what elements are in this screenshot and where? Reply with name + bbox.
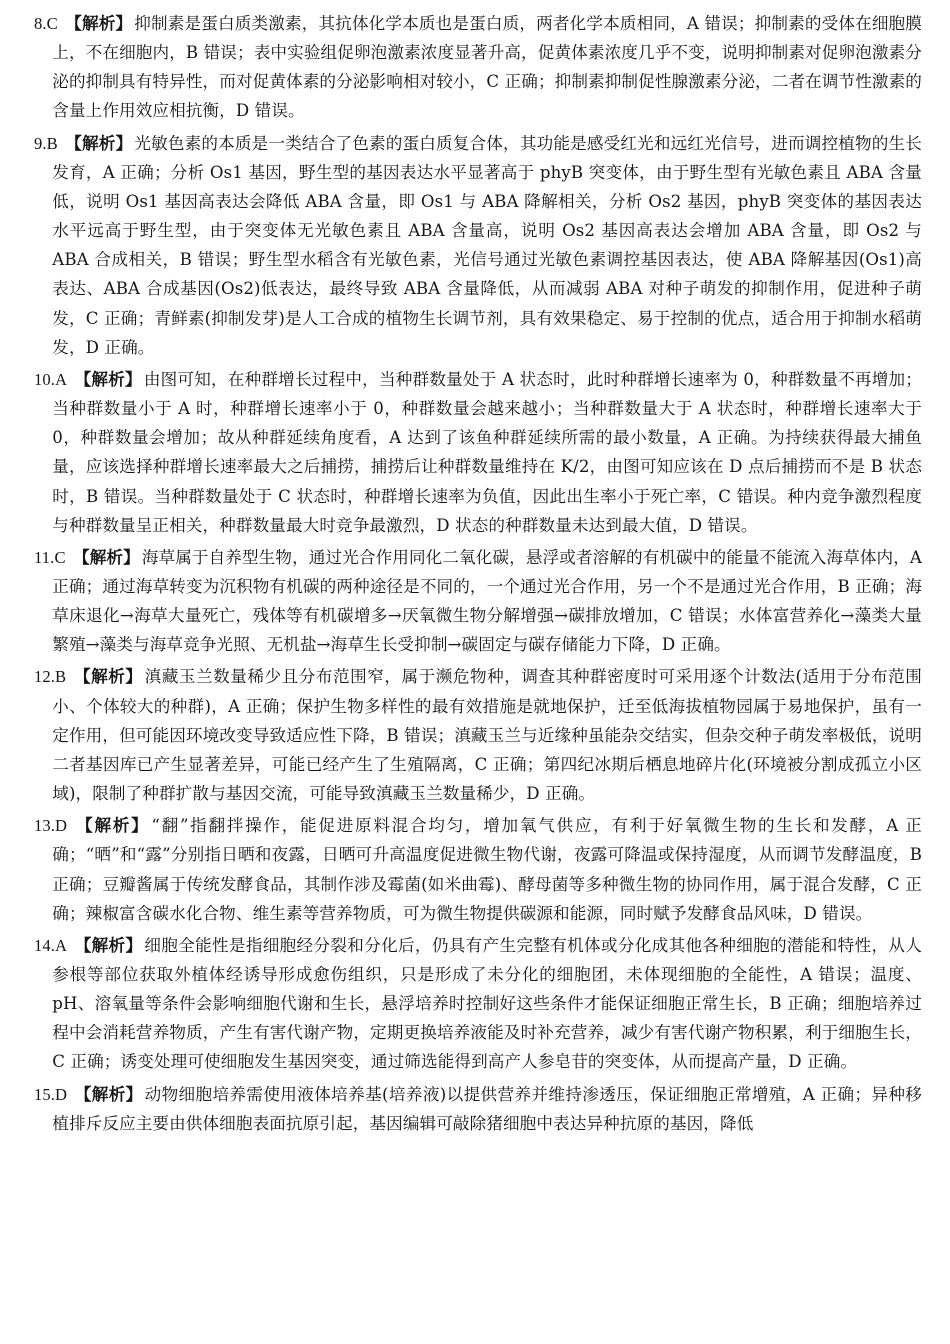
answer-choice: D	[55, 1084, 68, 1104]
question-number: 14.	[34, 935, 56, 955]
analysis-tag: 【解析】	[74, 369, 142, 389]
analysis-tag: 【解析】	[65, 14, 133, 33]
question-number: 12.	[34, 667, 56, 687]
analysis-text: 动物细胞培养需使用液体培养基(培养液)以提供营养并维持渗透压，保证细胞正常增殖，A 正确；异种移植排斥反应主要由供体细胞表面抗原引起，基因编辑可敲除猪细胞中表达异种抗原的基因，降低	[52, 1084, 922, 1133]
answer-choice: B	[55, 667, 67, 687]
answer-choice: B	[46, 133, 58, 153]
analysis-tag: 【解析】	[74, 1084, 143, 1104]
answer-item	[34, 9, 922, 126]
answer-item	[34, 662, 922, 808]
question-number: 11.	[34, 547, 55, 567]
question-number: 15.	[34, 1084, 56, 1104]
question-number: 8.	[34, 14, 47, 33]
question-number: 13.	[34, 816, 56, 836]
answer-choice: D	[55, 816, 68, 836]
answer-item	[34, 129, 922, 362]
analysis-text: 滇藏玉兰数量稀少且分布范围窄，属于濒危物种，调查其种群密度时可采用逐个计数法(适用于分布范围小、个体较大的种群)，A 正确；保护生物多样性的最有效措施是就地保护，迁至低海拔植物园属于易地保护，虽有一定作用，但可能因环境改变导致适应性下降，B 错误；滇藏玉兰与近缘种虽能杂交结实，但杂交种子萌发率极低，说明二者基因库已产生显著差异，可能已经产生了生殖隔离，C 正确；第四纪冰期后栖息地碎片化(环境被分割成孤立小区域)，限制了种群扩散与基因交流，可能导致滇藏玉兰数量稀少，D 正确。	[52, 667, 922, 804]
analysis-text: 抑制素是蛋白质类激素，其抗体化学本质也是蛋白质，两者化学本质相同，A 错误；抑制素的受体在细胞膜上，不在细胞内，B 错误；表中实验组促卵泡激素浓度显著升高，促黄体素浓度几乎不变，说明抑制素对促卵泡激素分泌的抑制具有特异性，而对促黄体素的分泌影响相对较小，C 正确；抑制素抑制促性腺激素分泌，二者在调节性激素的含量上作用效应相抗衡，D 错误。	[52, 14, 922, 121]
answer-choice: C	[46, 14, 58, 33]
answer-choice: A	[55, 369, 68, 389]
answer-item	[34, 811, 922, 928]
analysis-text: 由图可知，在种群增长过程中，当种群数量处于 A 状态时，此时种群增长速率为 0，种群数量不再增加；当种群数量小于 A 时，种群增长速率小于 0，种群数量会越来越小；当种群数量大于 A 状态时，种群增长速率大于 0，种群数量会增加；故从种群延续角度看，A 达到了该鱼种群延续所需的最小数量，A 正确。为持续获得最大捕鱼量，应该选择种群增长速率最大之后捕捞，捕捞后让种群数量维持在 K/2，由图可知应该在 D 点后捕捞而不是 B 状态时，B 错误。当种群数量处于 C 状态时，种群增长速率为负值，因此出生率小于死亡率，C 错误。种内竞争激烈程度与种群数量呈正相关，种群数量最大时竞争最激烈，D 状态的种群数量未达到最大值，D 错误。	[52, 369, 923, 535]
analysis-tag: 【解析】	[76, 816, 150, 836]
analysis-tag: 【解析】	[73, 547, 140, 567]
answer-choice: C	[54, 547, 66, 567]
question-number: 10.	[34, 369, 56, 389]
analysis-text: 细胞全能性是指细胞经分裂和分化后，仍具有产生完整有机体或分化成其他各种细胞的潜能和特性，从人参根等部位获取外植体经诱导形成愈伤组织，只是形成了未分化的细胞团，未体现细胞的全能性，A 错误；温度、pH、溶氧量等条件会影响细胞代谢和生长，悬浮培养时控制好这些条件才能保证细胞正常生长，B 正确；细胞培养过程中会消耗营养物质，产生有害代谢产物，定期更换培养液能及时补充营养，减少有害代谢产物积累，利于细胞生长，C 正确；诱变处理可使细胞发生基因突变，通过筛选能得到高产人参皂苷的突变体，从而提高产量，D 正确。	[52, 935, 922, 1072]
answer-list	[34, 9, 922, 1138]
analysis-text: 光敏色素的本质是一类结合了色素的蛋白质复合体，其功能是感受红光和远红光信号，进而调控植物的生长发育，A 正确；分析 Os1 基因，野生型的基因表达水平显著高于 phyB 突变体，由于野生型有光敏色素且 ABA 含量低，说明 Os1 基因高表达会降低 ABA 含量，即 Os1 与 ABA 降解相关，分析 Os2 基因，phyB 突变体的基因表达水平远高于野生型，由于突变体无光敏色素且 ABA 含量高，说明 Os2 基因高表达会增加 ABA 含量，即 Os2 与 ABA 合成相关，B 错误；野生型水稻含有光敏色素，光信号通过光敏色素调控基因表达，使 ABA 降解基因(Os1)高表达、ABA 合成基因(Os2)低表达，最终导致 ABA 含量降低，从而减弱 ABA 对种子萌发的抑制作用，促进种子萌发，C 正确；青鲜素(抑制发芽)是人工合成的植物生长调节剂，具有效果稳定、易于控制的优点，适合用于抑制水稻萌发，D 正确。	[52, 133, 923, 357]
question-number: 9.	[34, 133, 47, 153]
analysis-tag: 【解析】	[65, 133, 133, 153]
answer-item	[34, 931, 922, 1077]
analysis-tag: 【解析】	[74, 935, 143, 955]
analysis-tag: 【解析】	[74, 667, 143, 687]
answer-choice: A	[55, 935, 68, 955]
answer-item	[34, 543, 922, 660]
answer-item	[34, 1080, 922, 1138]
answer-item	[34, 365, 922, 540]
analysis-text: 海草属于自养型生物，通过光合作用同化二氧化碳，悬浮或者溶解的有机碳中的能量不能流入海草体内，A 正确；通过海草转变为沉积物有机碳的两种途径是不同的，一个通过光合作用，另一个不是通过光合作用，B 正确；海草床退化→海草大量死亡，残体等有机碳增多→厌氧微生物分解增强→碳排放增加，C 错误；水体富营养化→藻类大量繁殖→藻类与海草竞争光照、无机盐→海草生长受抑制→碳固定与碳存储能力下降，D 正确。	[52, 547, 923, 655]
analysis-text: “翻”指翻拌操作，能促进原料混合均匀，增加氧气供应，有利于好氧微生物的生长和发酵，A 正确；“晒”和“露”分别指日晒和夜露，日晒可升高温度促进微生物代谢，夜露可降温或保持湿度，从而调节发酵温度，B 正确；豆瓣酱属于传统发酵食品，其制作涉及霉菌(如米曲霉)、酵母菌等多种微生物的协同作用，属于混合发酵，C 正确；辣椒富含碳水化合物、维生素等营养物质，可为微生物提供碳源和能源，同时赋予发酵食品风味，D 错误。	[52, 816, 923, 923]
